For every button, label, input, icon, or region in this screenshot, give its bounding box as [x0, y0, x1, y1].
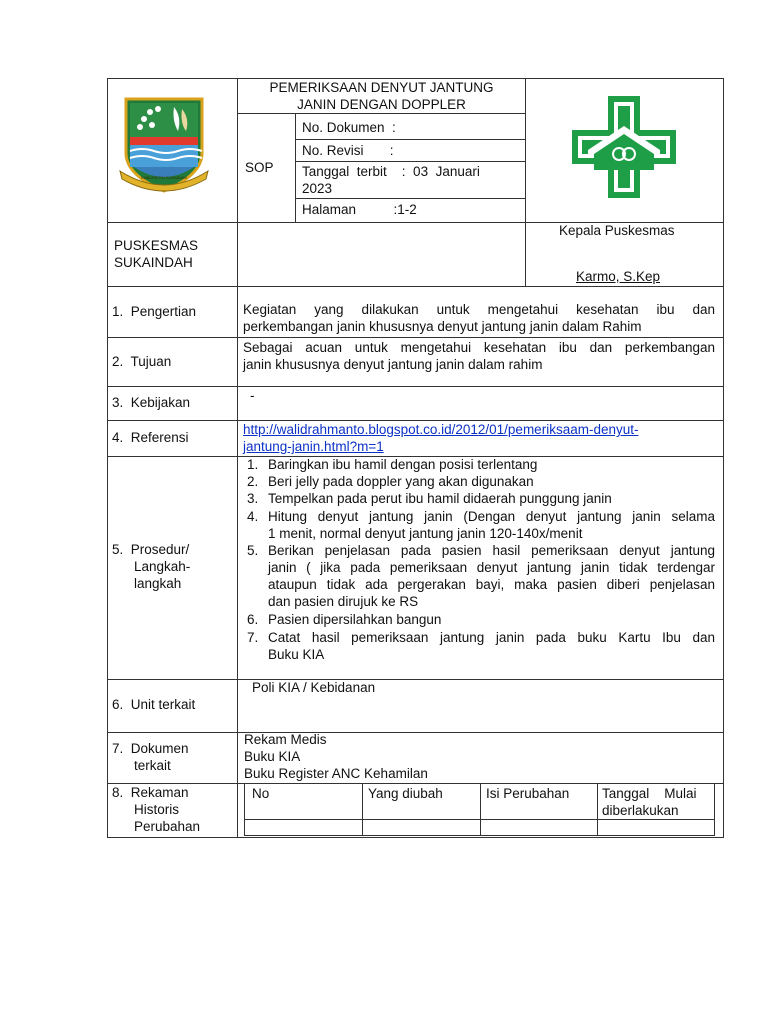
rekaman-col-tanggal-line-1: Tanggal Mulai — [602, 786, 697, 801]
step-text: ataupun tidak ada pergerakan bayi, maka pasien diberi penjelasan — [268, 577, 715, 592]
prosedur-label-line-1: 5. Prosedur/ — [112, 542, 190, 557]
document-title — [238, 79, 525, 113]
step-number: 6. — [247, 612, 259, 627]
rekaman-label-line-1: 8. Rekaman — [112, 785, 189, 800]
step-text: Buku KIA — [268, 647, 325, 662]
dokumen-terkait-list — [244, 731, 428, 782]
prosedur-label-line-3: langkah — [134, 576, 182, 591]
step-text: Tempelkan pada perut ibu hamil didaerah punggung janin — [268, 491, 612, 506]
step-text: Catat hasil pemeriksaan jantung janin pada buku Kartu Ibu dan — [268, 630, 715, 645]
kebijakan-label: 3. Kebijakan — [112, 395, 191, 410]
dokumen-terkait-label — [112, 740, 189, 774]
puskesmas-name-line-1: PUSKESMAS — [114, 238, 199, 253]
referensi-link-line-1: http://walidrahmanto.blogspot.co.id/2012/01/pemeriksaam-denyut- — [243, 422, 639, 437]
step-text: Hitung denyut jantung janin (Dengan denyut jantung janin selama — [268, 509, 715, 524]
referensi-link-line-2: jantung-janin.html?m=1 — [243, 439, 384, 454]
pengertian-label: 1. Pengertian — [112, 304, 197, 319]
no-dokumen-field: No. Dokumen : — [302, 120, 396, 135]
step-text: janin ( jika pada pemeriksaan denyut jantung janin tidak terdengar — [268, 560, 715, 575]
referensi-link[interactable] — [243, 421, 638, 455]
prosedur-steps — [243, 456, 715, 678]
tujuan-line-2: janin khususnya denyut jantung janin dalam rahim — [243, 357, 543, 372]
puskesmas-logo — [570, 94, 678, 200]
rekaman-label-line-2: Historis — [134, 802, 180, 817]
step-number: 3. — [247, 491, 259, 506]
sop-label: SOP — [245, 160, 274, 175]
kepala-puskesmas-title: Kepala Puskesmas — [559, 223, 675, 238]
rekaman-col-yang-diubah: Yang diubah — [368, 786, 443, 801]
tanggal-terbit-field: Tanggal terbit : 03 Januari — [302, 164, 480, 179]
rekaman-label-line-3: Perubahan — [134, 819, 201, 834]
rekaman-col-isi-perubahan: Isi Perubahan — [486, 786, 570, 801]
step-number: 1. — [247, 457, 259, 472]
step-number: 5. — [247, 543, 259, 558]
step-text: Pasien dipersilahkan bangun — [268, 612, 442, 627]
dokumen-item: Buku KIA — [244, 749, 301, 764]
dokumen-terkait-label-line-2: terkait — [134, 758, 171, 773]
step-text: 1 menit, normal denyut jantung janin 120-140x/menit — [268, 526, 583, 541]
puskesmas-name — [114, 237, 198, 271]
puskesmas-name-line-2: SUKAINDAH — [114, 255, 193, 270]
kepala-puskesmas-name: Karmo, S.Kep — [576, 269, 661, 284]
step-number: 4. — [247, 509, 259, 524]
unit-terkait-value: Poli KIA / Kebidanan — [252, 680, 376, 695]
rekaman-col-no: No — [252, 786, 270, 801]
no-revisi-field: No. Revisi : — [302, 143, 394, 158]
step-text: Baringkan ibu hamil dengan posisi terlentang — [268, 457, 538, 472]
tanggal-terbit-year: 2023 — [302, 181, 333, 196]
regency-crest-logo — [116, 95, 212, 195]
step-text: dan pasien dirujuk ke RS — [268, 594, 419, 609]
prosedur-label — [112, 541, 190, 592]
halaman-field: Halaman :1-2 — [302, 202, 417, 217]
rekaman-col-tanggal-line-2: diberlakukan — [602, 803, 679, 818]
prosedur-label-line-2: Langkah- — [134, 559, 191, 574]
tujuan-line-1: Sebagai acuan untuk mengetahui kesehatan ibu dan perkembangan — [243, 340, 715, 355]
crest-banner-text: KABUPATEN SUKABUMI — [141, 175, 187, 180]
pengertian-line-2: perkembangan janin khususnya denyut jantung janin dalam Rahim — [243, 319, 642, 334]
kebijakan-value: - — [250, 388, 255, 403]
title-line-2: JANIN DENGAN DOPPLER — [297, 97, 466, 112]
step-number: 2. — [247, 474, 259, 489]
unit-terkait-label: 6. Unit terkait — [112, 697, 196, 712]
referensi-label: 4. Referensi — [112, 430, 189, 445]
dokumen-item: Buku Register ANC Kehamilan — [244, 766, 428, 781]
tujuan-label: 2. Tujuan — [112, 354, 172, 369]
rekaman-col-tanggal — [602, 785, 697, 819]
step-text: Beri jelly pada doppler yang akan digunakan — [268, 474, 534, 489]
rekaman-label — [112, 784, 200, 835]
step-text: Berikan penjelasan pada pasien hasil pemeriksaan denyut jantung — [268, 543, 715, 558]
step-number: 7. — [247, 630, 259, 645]
dokumen-terkait-label-line-1: 7. Dokumen — [112, 741, 189, 756]
pengertian-line-1: Kegiatan yang dilakukan untuk mengetahui kesehatan ibu dan — [243, 302, 715, 317]
dokumen-item: Rekam Medis — [244, 732, 327, 747]
title-line-1: PEMERIKSAAN DENYUT JANTUNG — [269, 80, 494, 95]
